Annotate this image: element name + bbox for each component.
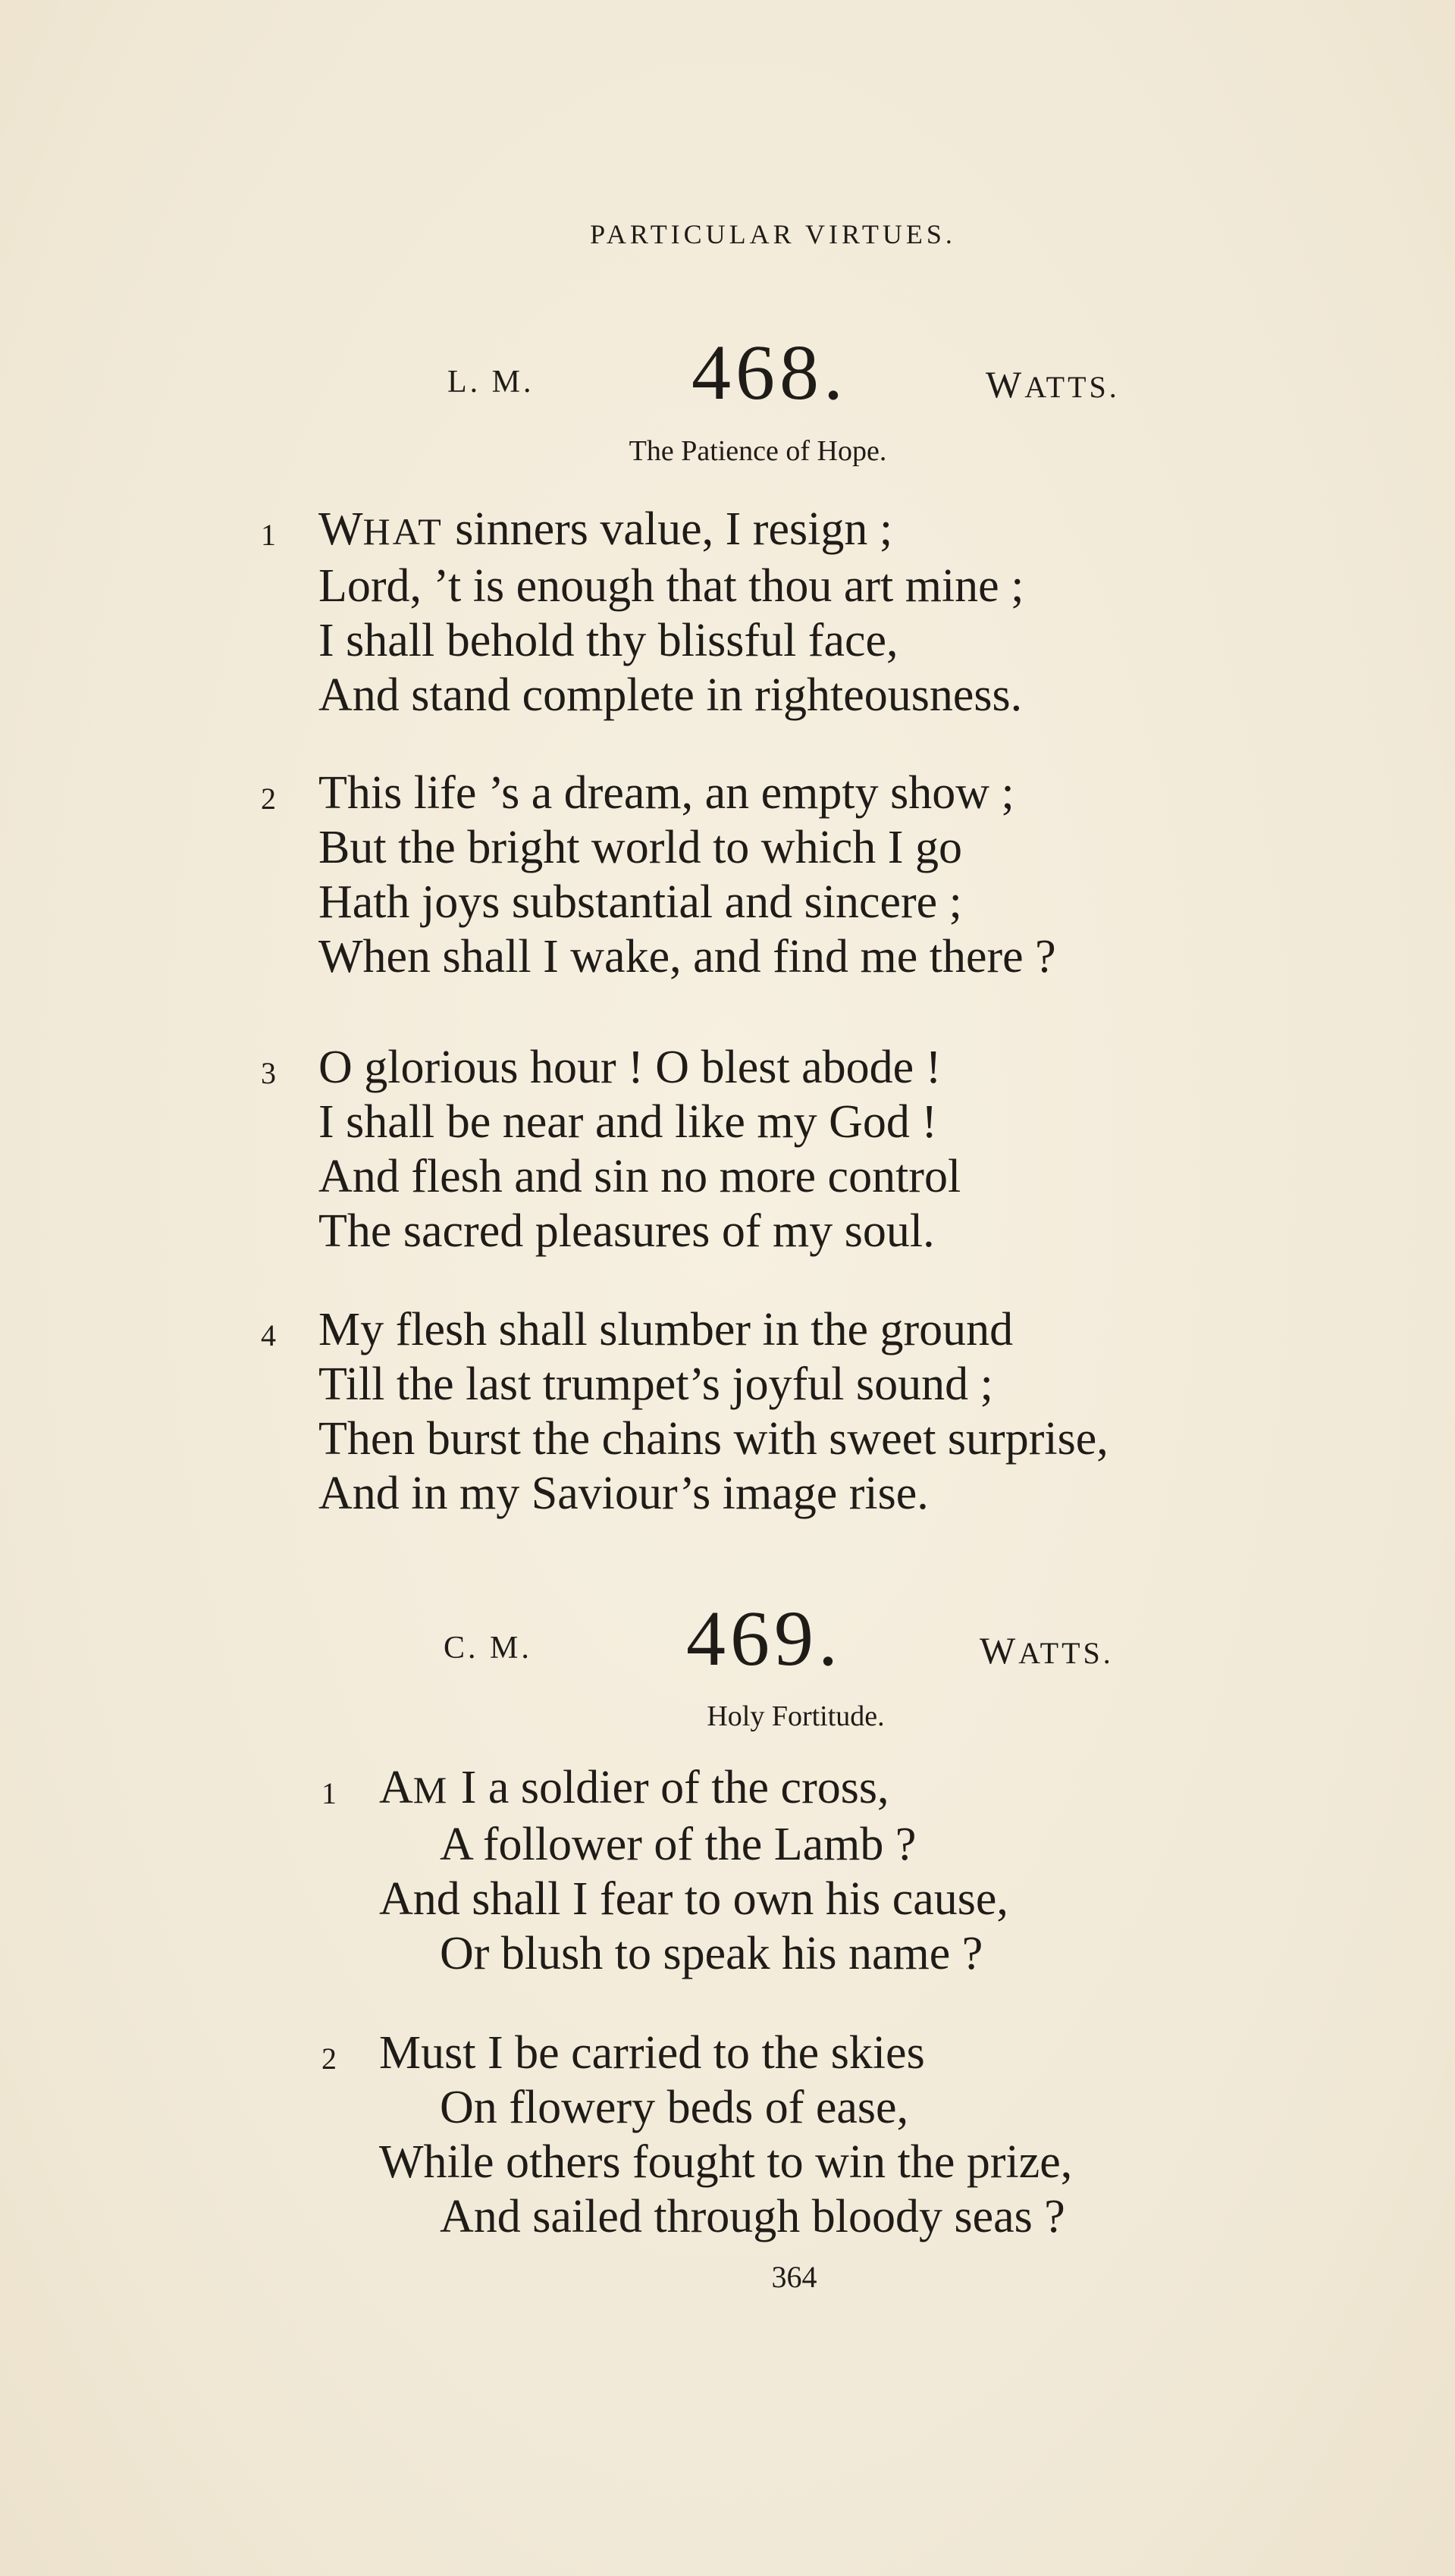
stanza-number: 1 [261, 518, 276, 552]
verse-line: The sacred pleasures of my soul. [318, 1205, 935, 1257]
verse-line: I shall behold thy blissful face, [318, 615, 898, 666]
hymn-468-header [0, 326, 1455, 417]
verse-line: On flowery beds of ease, [440, 2082, 909, 2133]
verse-line: Must I be carried to the skies [379, 2027, 925, 2079]
drop-word-rest: M [412, 1769, 450, 1811]
hymn-meter: C. M. [444, 1631, 532, 1666]
author-rest: ATTS. [1024, 370, 1120, 404]
verse-line: When shall I wake, and find me there ? [318, 931, 1056, 982]
author-initial: W [986, 363, 1025, 406]
verse-line: And sailed through bloody seas ? [440, 2191, 1065, 2242]
verse-line: And shall I fear to own his cause, [379, 1873, 1008, 1925]
drop-word-rest: HAT [362, 510, 444, 553]
verse-line: A follower of the Lamb ? [440, 1819, 917, 1870]
hymn-subtitle: The Patience of Hope. [629, 435, 887, 467]
verse-line: And flesh and sin no more control [318, 1151, 961, 1202]
stanza-1 [261, 502, 1024, 722]
stanza-2 [261, 766, 1056, 984]
stanza-number: 4 [261, 1318, 276, 1352]
page-number: 364 [771, 2260, 817, 2294]
drop-word-initial: W [318, 503, 363, 555]
running-head: PARTICULAR VIRTUES. [590, 219, 956, 249]
hymn-meter: L. M. [447, 365, 535, 400]
stanza-number: 2 [321, 2042, 337, 2076]
verse-line: Lord, ’t is enough that thou art mine ; [318, 560, 1024, 612]
verse-line: While others fought to win the prize, [379, 2136, 1073, 2188]
first-line-rest: sinners value, I resign ; [443, 503, 893, 555]
verse-line [379, 1760, 1008, 1817]
verse-line: Hath joys substantial and sincere ; [318, 876, 962, 928]
verse-line: O glorious hour ! O blest abode ! [318, 1042, 942, 1093]
verse-line: This life ’s a dream, an empty show ; [318, 767, 1014, 819]
author-rest: ATTS. [1018, 1636, 1114, 1670]
stanza-4 [261, 1302, 1108, 1521]
verse-line: I shall be near and like my God ! [318, 1096, 938, 1148]
hymn-469-header [0, 1592, 1455, 1683]
stanza-1 [321, 1760, 1008, 1981]
verse-line: My flesh shall slumber in the ground [318, 1304, 1014, 1355]
verse-line: Till the last trumpet’s joyful sound ; [318, 1359, 993, 1410]
verse-line: And stand complete in righteousness. [318, 669, 1023, 721]
stanza-number: 2 [261, 782, 276, 816]
stanza-2 [321, 2026, 1073, 2244]
hymn-number: 468. [691, 329, 848, 416]
hymn-author [986, 362, 1120, 406]
first-line-rest: I a soldier of the cross, [449, 1762, 889, 1813]
verse-line [318, 502, 1024, 559]
verse-line: And in my Saviour’s image rise. [318, 1468, 929, 1519]
drop-word-initial: A [379, 1762, 413, 1813]
hymn-number: 469. [686, 1595, 842, 1682]
stanza-3 [261, 1040, 961, 1258]
author-initial: W [980, 1629, 1019, 1672]
stanza-number: 3 [261, 1056, 276, 1090]
verse-line: Or blush to speak his name ? [440, 1928, 983, 1979]
hymn-author [980, 1628, 1114, 1672]
verse-line: Then burst the chains with sweet surprise, [318, 1413, 1108, 1465]
verse-line: But the bright world to which I go [318, 822, 962, 873]
stanza-number: 1 [321, 1776, 337, 1810]
hymn-subtitle: Holy Fortitude. [707, 1700, 885, 1732]
